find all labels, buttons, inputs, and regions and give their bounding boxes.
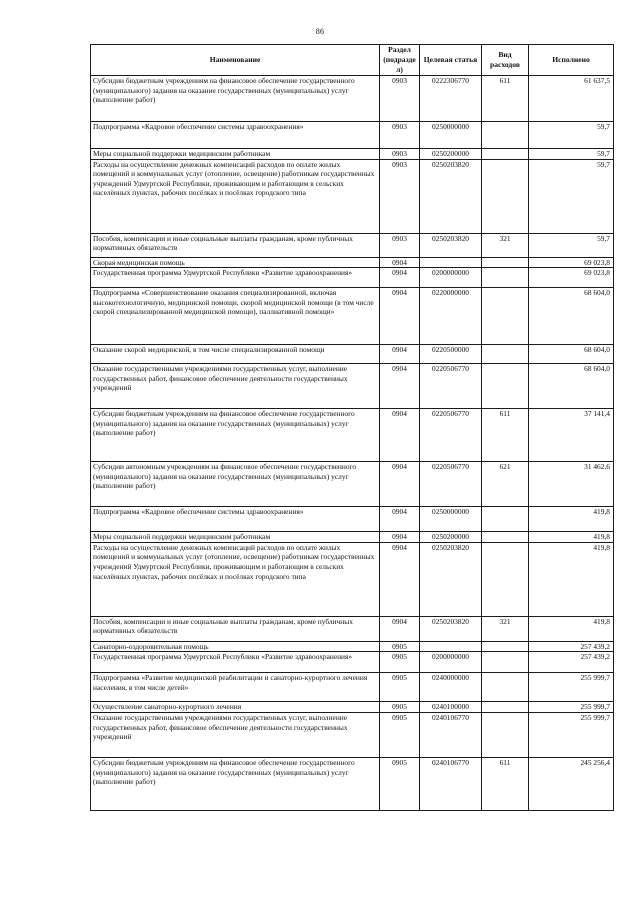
row-section: 0904 [380, 257, 420, 268]
row-section: 0905 [380, 702, 420, 713]
row-section: 0904 [380, 364, 420, 409]
budget-execution-table [90, 44, 614, 811]
row-type: 611 [482, 76, 529, 122]
row-target: 0200000000 [420, 268, 482, 288]
row-amount: 61 637,5 [529, 76, 614, 122]
row-name: Подпрограмма «Совершенствование оказания специализированной, включая высокотехнологичную, медицинской помощи, скорой медицинской помощи (в том числе скорой специализированной медицинской помощи), паллиативной помощи» [91, 288, 380, 345]
table-row [91, 673, 614, 702]
header-name: Наименование [91, 45, 380, 76]
row-name: Подпрограмма «Развитие медицинской реабилитации и санаторно-курортного лечения населения, в том числе детей» [91, 673, 380, 702]
row-target: 0250203820 [420, 159, 482, 233]
row-amount: 69 023,8 [529, 257, 614, 268]
table-row [91, 288, 614, 345]
table-row [91, 702, 614, 713]
row-type [482, 122, 529, 149]
row-target: 0220506770 [420, 462, 482, 507]
row-name: Подпрограмма «Кадровое обеспечение системы здравоохранения» [91, 122, 380, 149]
row-amount: 59,7 [529, 149, 614, 160]
table-row [91, 233, 614, 257]
row-name: Подпрограмма «Кадровое обеспечение системы здравоохранения» [91, 507, 380, 532]
table-body [91, 76, 614, 811]
row-amount: 257 439,2 [529, 652, 614, 673]
table-row [91, 641, 614, 652]
table-row [91, 507, 614, 532]
row-amount: 68 604,0 [529, 345, 614, 364]
row-target: 0220000000 [420, 288, 482, 345]
row-section: 0905 [380, 757, 420, 810]
table-row [91, 542, 614, 616]
row-type [482, 652, 529, 673]
row-name: Оказание государственными учреждениями государственных услуг, выполнение государственных работ, финансовое обеспечение деятельности государственных учреждений [91, 712, 380, 757]
row-type [482, 507, 529, 532]
row-type [482, 542, 529, 616]
row-section: 0905 [380, 712, 420, 757]
table-row [91, 652, 614, 673]
row-type [482, 159, 529, 233]
row-name: Скорая медицинская помощь [91, 257, 380, 268]
row-type [482, 257, 529, 268]
row-target: 0240106770 [420, 712, 482, 757]
row-section: 0903 [380, 76, 420, 122]
row-name: Осуществление санаторно-курортного лечения [91, 702, 380, 713]
row-name: Расходы на осуществление денежных компенсаций расходов по оплате жилых помещений и коммунальных услуг (отопление, освещение) работникам государственных учреждений Удмуртской Республики, проживающим и работающим в сельских населённых пунктах, рабочих посёлках и посёлках городского типа [91, 159, 380, 233]
row-target: 0250203820 [420, 233, 482, 257]
row-name: Расходы на осуществление денежных компенсаций расходов по оплате жилых помещений и коммунальных услуг (отопление, освещение) работникам государственных учреждений Удмуртской Республики, проживающим и работающим в сельских населённых пунктах, рабочих посёлках и посёлках городского типа [91, 542, 380, 616]
row-section: 0903 [380, 159, 420, 233]
row-target: 0250203820 [420, 542, 482, 616]
row-amount: 69 023,8 [529, 268, 614, 288]
row-target: 0222306770 [420, 76, 482, 122]
table-row [91, 757, 614, 810]
row-type: 611 [482, 757, 529, 810]
row-amount: 59,7 [529, 122, 614, 149]
row-target: 0240100000 [420, 702, 482, 713]
row-type [482, 288, 529, 345]
table-row [91, 712, 614, 757]
row-type [482, 532, 529, 543]
row-type [482, 712, 529, 757]
row-type [482, 345, 529, 364]
row-name: Санаторно-оздоровительная помощь [91, 641, 380, 652]
row-section: 0904 [380, 462, 420, 507]
row-type [482, 673, 529, 702]
row-type [482, 702, 529, 713]
row-section: 0903 [380, 149, 420, 160]
row-name: Государственная программа Удмуртской Республики «Развитие здравоохранения» [91, 652, 380, 673]
row-section: 0904 [380, 532, 420, 543]
row-target [420, 257, 482, 268]
row-section: 0904 [380, 268, 420, 288]
header-amount: Исполнено [529, 45, 614, 76]
row-type [482, 149, 529, 160]
header-section: Раздел (подраздел) [380, 45, 420, 76]
row-type: 611 [482, 409, 529, 462]
row-amount: 257 439,2 [529, 641, 614, 652]
row-section: 0904 [380, 507, 420, 532]
row-type [482, 641, 529, 652]
table-row [91, 345, 614, 364]
table-row [91, 149, 614, 160]
row-target: 0220506770 [420, 409, 482, 462]
row-amount: 59,7 [529, 159, 614, 233]
row-name: Субсидии бюджетным учреждениям на финансовое обеспечение государственного (муниципального) задания на оказание государственных (муниципальных) услуг (выполнение работ) [91, 757, 380, 810]
row-name: Субсидии бюджетным учреждениям на финансовое обеспечение государственного (муниципального) задания на оказание государственных (муниципальных) услуг (выполнение работ) [91, 409, 380, 462]
row-amount: 255 999,7 [529, 673, 614, 702]
table-row [91, 122, 614, 149]
row-amount: 255 999,7 [529, 712, 614, 757]
row-amount: 419,8 [529, 532, 614, 543]
page-number: 86 [315, 27, 325, 36]
row-name: Меры социальной поддержки медицинским работникам [91, 532, 380, 543]
row-type: 321 [482, 616, 529, 641]
row-section: 0903 [380, 122, 420, 149]
row-section: 0904 [380, 409, 420, 462]
row-target: 0250200000 [420, 532, 482, 543]
header-target: Целевая статья [420, 45, 482, 76]
table-row [91, 257, 614, 268]
row-amount: 419,8 [529, 542, 614, 616]
row-name: Субсидии автономным учреждениям на финансовое обеспечение государственного (муниципального) задания на оказание государственных (муниципальных) услуг (выполнение работ) [91, 462, 380, 507]
row-section: 0904 [380, 345, 420, 364]
header-type: Вид расходов [482, 45, 529, 76]
row-target: 0220506770 [420, 364, 482, 409]
row-amount: 419,8 [529, 616, 614, 641]
row-section: 0905 [380, 673, 420, 702]
row-type: 621 [482, 462, 529, 507]
row-type [482, 364, 529, 409]
row-name: Пособия, компенсации и иные социальные выплаты гражданам, кроме публичных нормативных обязательств [91, 233, 380, 257]
row-name: Меры социальной поддержки медицинским работникам [91, 149, 380, 160]
row-amount: 31 462,6 [529, 462, 614, 507]
row-section: 0904 [380, 288, 420, 345]
row-amount: 68 604,0 [529, 288, 614, 345]
table-row [91, 268, 614, 288]
row-target: 0250203820 [420, 616, 482, 641]
table-row [91, 364, 614, 409]
row-amount: 37 141,4 [529, 409, 614, 462]
row-section: 0905 [380, 641, 420, 652]
table-row [91, 159, 614, 233]
row-section: 0904 [380, 542, 420, 616]
row-target: 0200000000 [420, 652, 482, 673]
row-name: Государственная программа Удмуртской Республики «Развитие здравоохранения» [91, 268, 380, 288]
row-amount: 59,7 [529, 233, 614, 257]
table-header-row [91, 45, 614, 76]
row-section: 0904 [380, 616, 420, 641]
row-amount: 419,8 [529, 507, 614, 532]
table-row [91, 409, 614, 462]
row-target: 0250000000 [420, 507, 482, 532]
row-name: Оказание государственными учреждениями государственных услуг, выполнение государственных работ, финансовое обеспечение деятельности государственных учреждений [91, 364, 380, 409]
row-target: 0250000000 [420, 122, 482, 149]
row-target: 0240000000 [420, 673, 482, 702]
row-type: 321 [482, 233, 529, 257]
row-name: Субсидии бюджетным учреждениям на финансовое обеспечение государственного (муниципального) задания на оказание государственных (муниципальных) услуг (выполнение работ) [91, 76, 380, 122]
row-amount: 255 999,7 [529, 702, 614, 713]
row-amount: 68 604,0 [529, 364, 614, 409]
row-section: 0905 [380, 652, 420, 673]
row-type [482, 268, 529, 288]
row-target [420, 641, 482, 652]
row-amount: 245 256,4 [529, 757, 614, 810]
table-row [91, 462, 614, 507]
table-row [91, 532, 614, 543]
row-section: 0903 [380, 233, 420, 257]
row-target: 0250200000 [420, 149, 482, 160]
table-row [91, 616, 614, 641]
table-row [91, 76, 614, 122]
row-name: Оказание скорой медицинской, в том числе специализированной помощи [91, 345, 380, 364]
row-target: 0220500000 [420, 345, 482, 364]
row-target: 0240106770 [420, 757, 482, 810]
row-name: Пособия, компенсации и иные социальные выплаты гражданам, кроме публичных нормативных обязательств [91, 616, 380, 641]
